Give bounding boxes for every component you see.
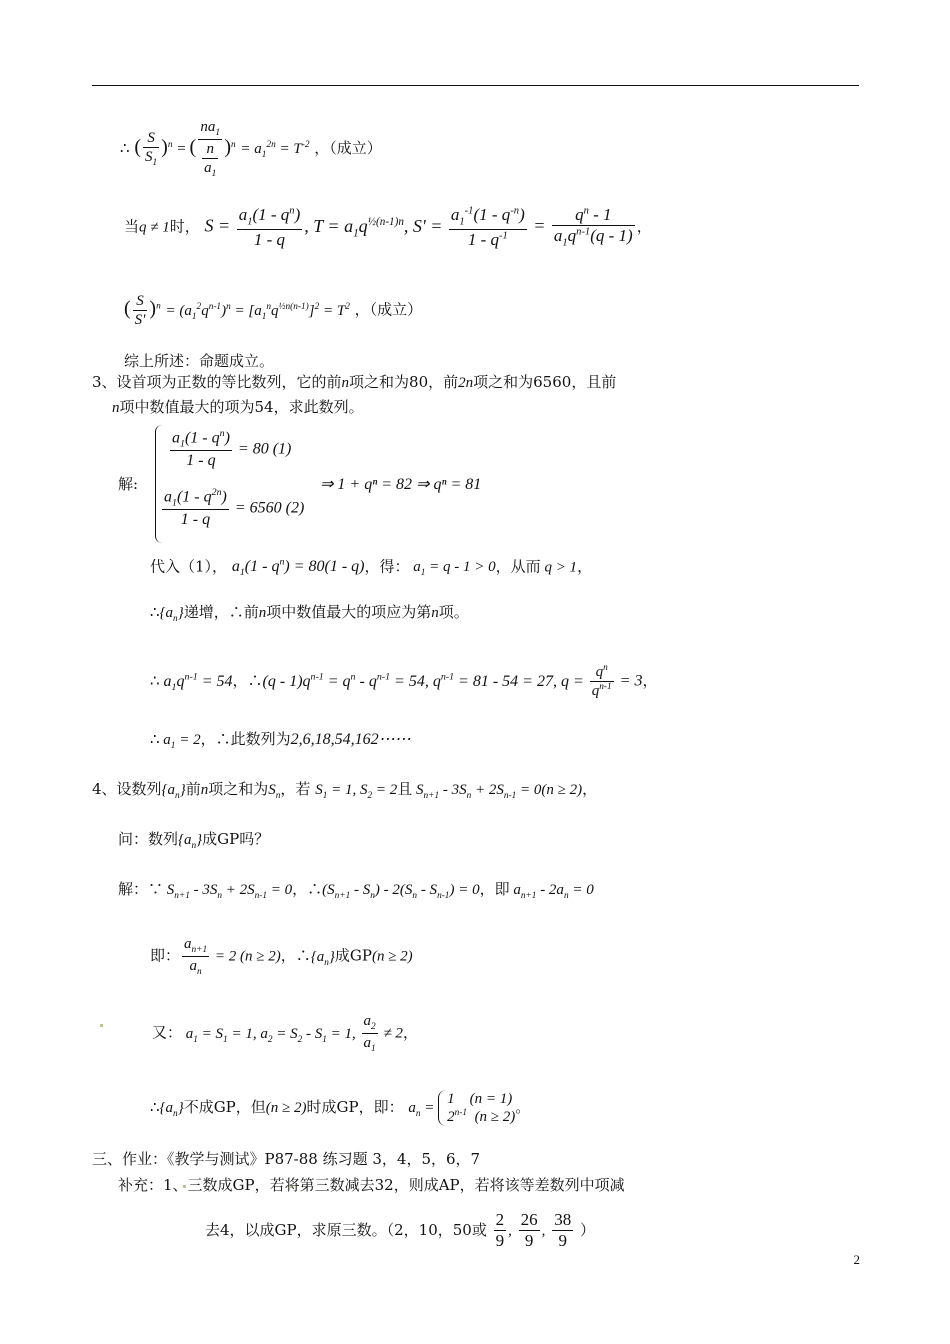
problem-4-solution: 解：∵ $S_{n+1} - 3S_n + 2S_{n-1} = 0$，$\therefore(S_{n+1} - S_n) - 2(S_n - S_{n-1}) = 0$，即 $a_{n+1} - 2a_n = 0$ [118,880,594,901]
solve-q-line: ∴ $a_1q^{n-1} = 54$，∴(q - $1)q^{n-1} = q^n - q^{n-1} = 54$, $q^{n-1} = 81 - 54 = 27$, q = $\frac{q^n}{q^{n-1}}$ = 3， [150,663,658,699]
substitution-line: 代入（1）， $a_1(1 - q^n) = 80(1 - q)$，得： $a_1 = q - 1 > 0$，从而 q > 1， [150,557,593,579]
solve-label: 解: [118,475,139,493]
page-number: 2 [853,1252,860,1267]
note-established: ，（成立） [314,139,382,158]
sequence-line: ∴ $a_1 = 2$，∴此数列为2,6,18,54,162⋯⋯ [150,730,411,751]
proof-line-1: ∴ ( $\frac{S}{S_1}$ )$^n$ = ( $\frac{na_1}{\frac{n}{a_1}}$ )$^n = a_1^{2n} = T^{-2}$ ，（成立） [120,119,382,180]
equation-2: $\frac{a_1(1 - q^{2n})}{1 - q}$ = 6560 (2) [164,487,305,529]
problem-3-line-1: 3、设首项为正数的等比数列，它的前n项之和为80，前2n项之和为6560，且前 [92,373,617,391]
problem-4-question: 问：数列$\{a_n\}$成GP吗？ [118,830,270,851]
final-line: $\therefore\{a_n\}$不成GP，但(n ≥ 2)时成GP，即： $a_n$ = 1 (n = 1) 2$^{n-1}$ (n ≥ 2) 。 [150,1091,531,1125]
problem-4-line-1: 4、设数列$\{a_n\}$前n项之和为$S_n$，若 $S_1 = 1$, $S_2 = 2$且 $S_{n+1} - 3S_n + 2S_{n-1} = 0(n \ge 2)$， [92,780,598,801]
ratio-line: 即： $\frac{a_{n+1}}{a_n}$ = 2 (n ≥ 2)，$\therefore\{a_n\}$成GP(n ≥ 2) [150,936,413,978]
scan-dot [100,1024,103,1027]
homework-title: 三、作业：《教学与测试》P87-88 练习题 3，4，5，6，7 [92,1150,481,1168]
proof-line-2: 当q ≠ 1时， S = $\frac{a_1(1 - q^n)}{1 - q}$ , $T = a_1q^{\frac{1}{2}(n-1)n}$, S' = $\frac{a_1^{-1}(1 - q^{-n})}{1 - q^{-1}}$ = $\frac{q^n - 1}{a_1q^{n-1}(q - 1)}$ ， [124,205,652,250]
also-line: 又： $a_1 = S_1 = 1$, $a_2 = S_2 - S_1 = 1$, $\frac{a_2}{a_1}$ ≠ 2， [152,1013,418,1055]
proof-line-3: ( $\frac{S}{S'}$ )$^n = (a_1^2q^{n-1})^n = [a_1^nq^{\frac{1}{2}n(n-1)}]^2 = T^2$ ，（成立） [124,293,423,328]
conclusion: 综上所述：命题成立。 [124,352,275,370]
equation-1: $\frac{a_1(1 - q^n)}{1 - q}$ = 80 (1) [172,428,292,470]
problem-3-line-2: n项中数值最大的项为54，求此数列。 [112,398,364,416]
increasing-line: $\therefore\{a_n\}$递增，∴前n项中数值最大的项应为第n项。 [150,603,469,624]
implication: ⇒ 1 + qⁿ = 82 ⇒ qⁿ = 81 [320,476,482,493]
supplement-line-1: 补充：1、三数成GP，若将第三数减去32，则成AP，若将该等差数列中项减 [118,1176,625,1194]
supplement-line-2: 去4，以成GP，求原三数。（2，10，50或 $\frac{2}{9}$ , $\frac{26}{9}$ , $\frac{38}{9}$ ） [205,1210,595,1251]
therefore-symbol: ∴ [120,139,130,158]
header-rule [92,85,859,86]
